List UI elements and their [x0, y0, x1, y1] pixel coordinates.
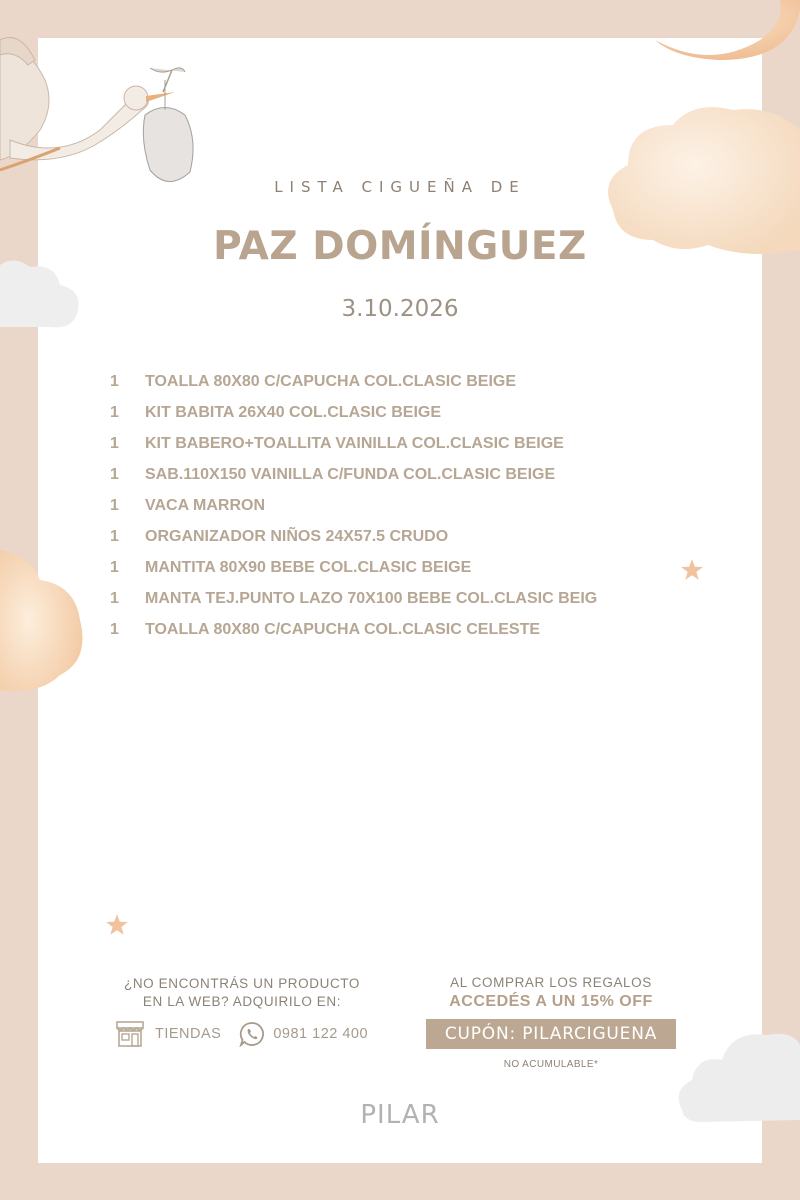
- item-quantity: 1: [110, 465, 119, 483]
- whatsapp-icon: [239, 1021, 265, 1047]
- star-icon: [104, 912, 130, 938]
- item-name: KIT BABITA 26X40 COL.CLASIC BEIGE: [145, 403, 442, 421]
- moon-illustration: [650, 0, 800, 65]
- store-icon: [115, 1020, 145, 1048]
- baby-name-title: PAZ DOMÍNGUEZ: [213, 224, 587, 269]
- item-quantity: 1: [110, 620, 119, 638]
- item-name: SAB.110X150 VAINILLA C/FUNDA COL.CLASIC BEIGE: [145, 465, 556, 483]
- discount-info: [426, 975, 676, 1070]
- item-quantity: 1: [110, 403, 119, 421]
- cloud-illustration: [0, 550, 86, 695]
- item-name: MANTITA 80X90 BEBE COL.CLASIC BEIGE: [145, 558, 472, 576]
- question-line-1: ¿NO ENCONTRÁS UN PRODUCTO: [123, 976, 360, 991]
- item-name: TOALLA 80X80 C/CAPUCHA COL.CLASIC CELESTE: [145, 620, 541, 638]
- item-name: VACA MARRON: [145, 496, 265, 514]
- item-name: ORGANIZADOR NIÑOS 24X57.5 CRUDO: [145, 527, 449, 545]
- list-item: [110, 521, 730, 552]
- list-item: [110, 490, 730, 521]
- list-item: [110, 552, 730, 583]
- list-subtitle: LISTA CIGUEÑA DE: [274, 178, 526, 196]
- product-list: [110, 366, 730, 645]
- list-item: [110, 428, 730, 459]
- item-quantity: 1: [110, 589, 119, 607]
- stork-illustration: [0, 20, 200, 195]
- item-quantity: 1: [110, 527, 119, 545]
- question-line-2: EN LA WEB? ADQUIRILO EN:: [142, 994, 342, 1009]
- brand-logo: PILAR: [360, 1100, 440, 1130]
- whatsapp-phone[interactable]: 0981 122 400: [273, 1026, 369, 1042]
- coupon-note: NO ACUMULABLE*: [503, 1059, 599, 1070]
- list-item: [110, 366, 730, 397]
- coupon-badge: CUPÓN: PILARCIGUENA: [426, 1019, 676, 1049]
- gift-line: AL COMPRAR LOS REGALOS: [450, 975, 652, 990]
- item-quantity: 1: [110, 372, 119, 390]
- item-name: KIT BABERO+TOALLITA VAINILLA COL.CLASIC BEIGE: [145, 434, 564, 452]
- list-item: [110, 614, 730, 645]
- list-item: [110, 459, 730, 490]
- stores-link[interactable]: TIENDAS: [155, 1026, 222, 1042]
- item-quantity: 1: [110, 558, 119, 576]
- discount-line: ACCEDÉS A UN 15% OFF: [449, 993, 653, 1010]
- item-name: TOALLA 80X80 C/CAPUCHA COL.CLASIC BEIGE: [145, 372, 517, 390]
- offline-purchase-info: [112, 975, 372, 1011]
- list-item: [110, 583, 730, 614]
- list-item: [110, 397, 730, 428]
- contact-row: [115, 1020, 368, 1048]
- item-name: MANTA TEJ.PUNTO LAZO 70X100 BEBE COL.CLASIC BEIG: [145, 589, 598, 607]
- list-date: 3.10.2026: [341, 296, 459, 322]
- item-quantity: 1: [110, 496, 119, 514]
- item-quantity: 1: [110, 434, 119, 452]
